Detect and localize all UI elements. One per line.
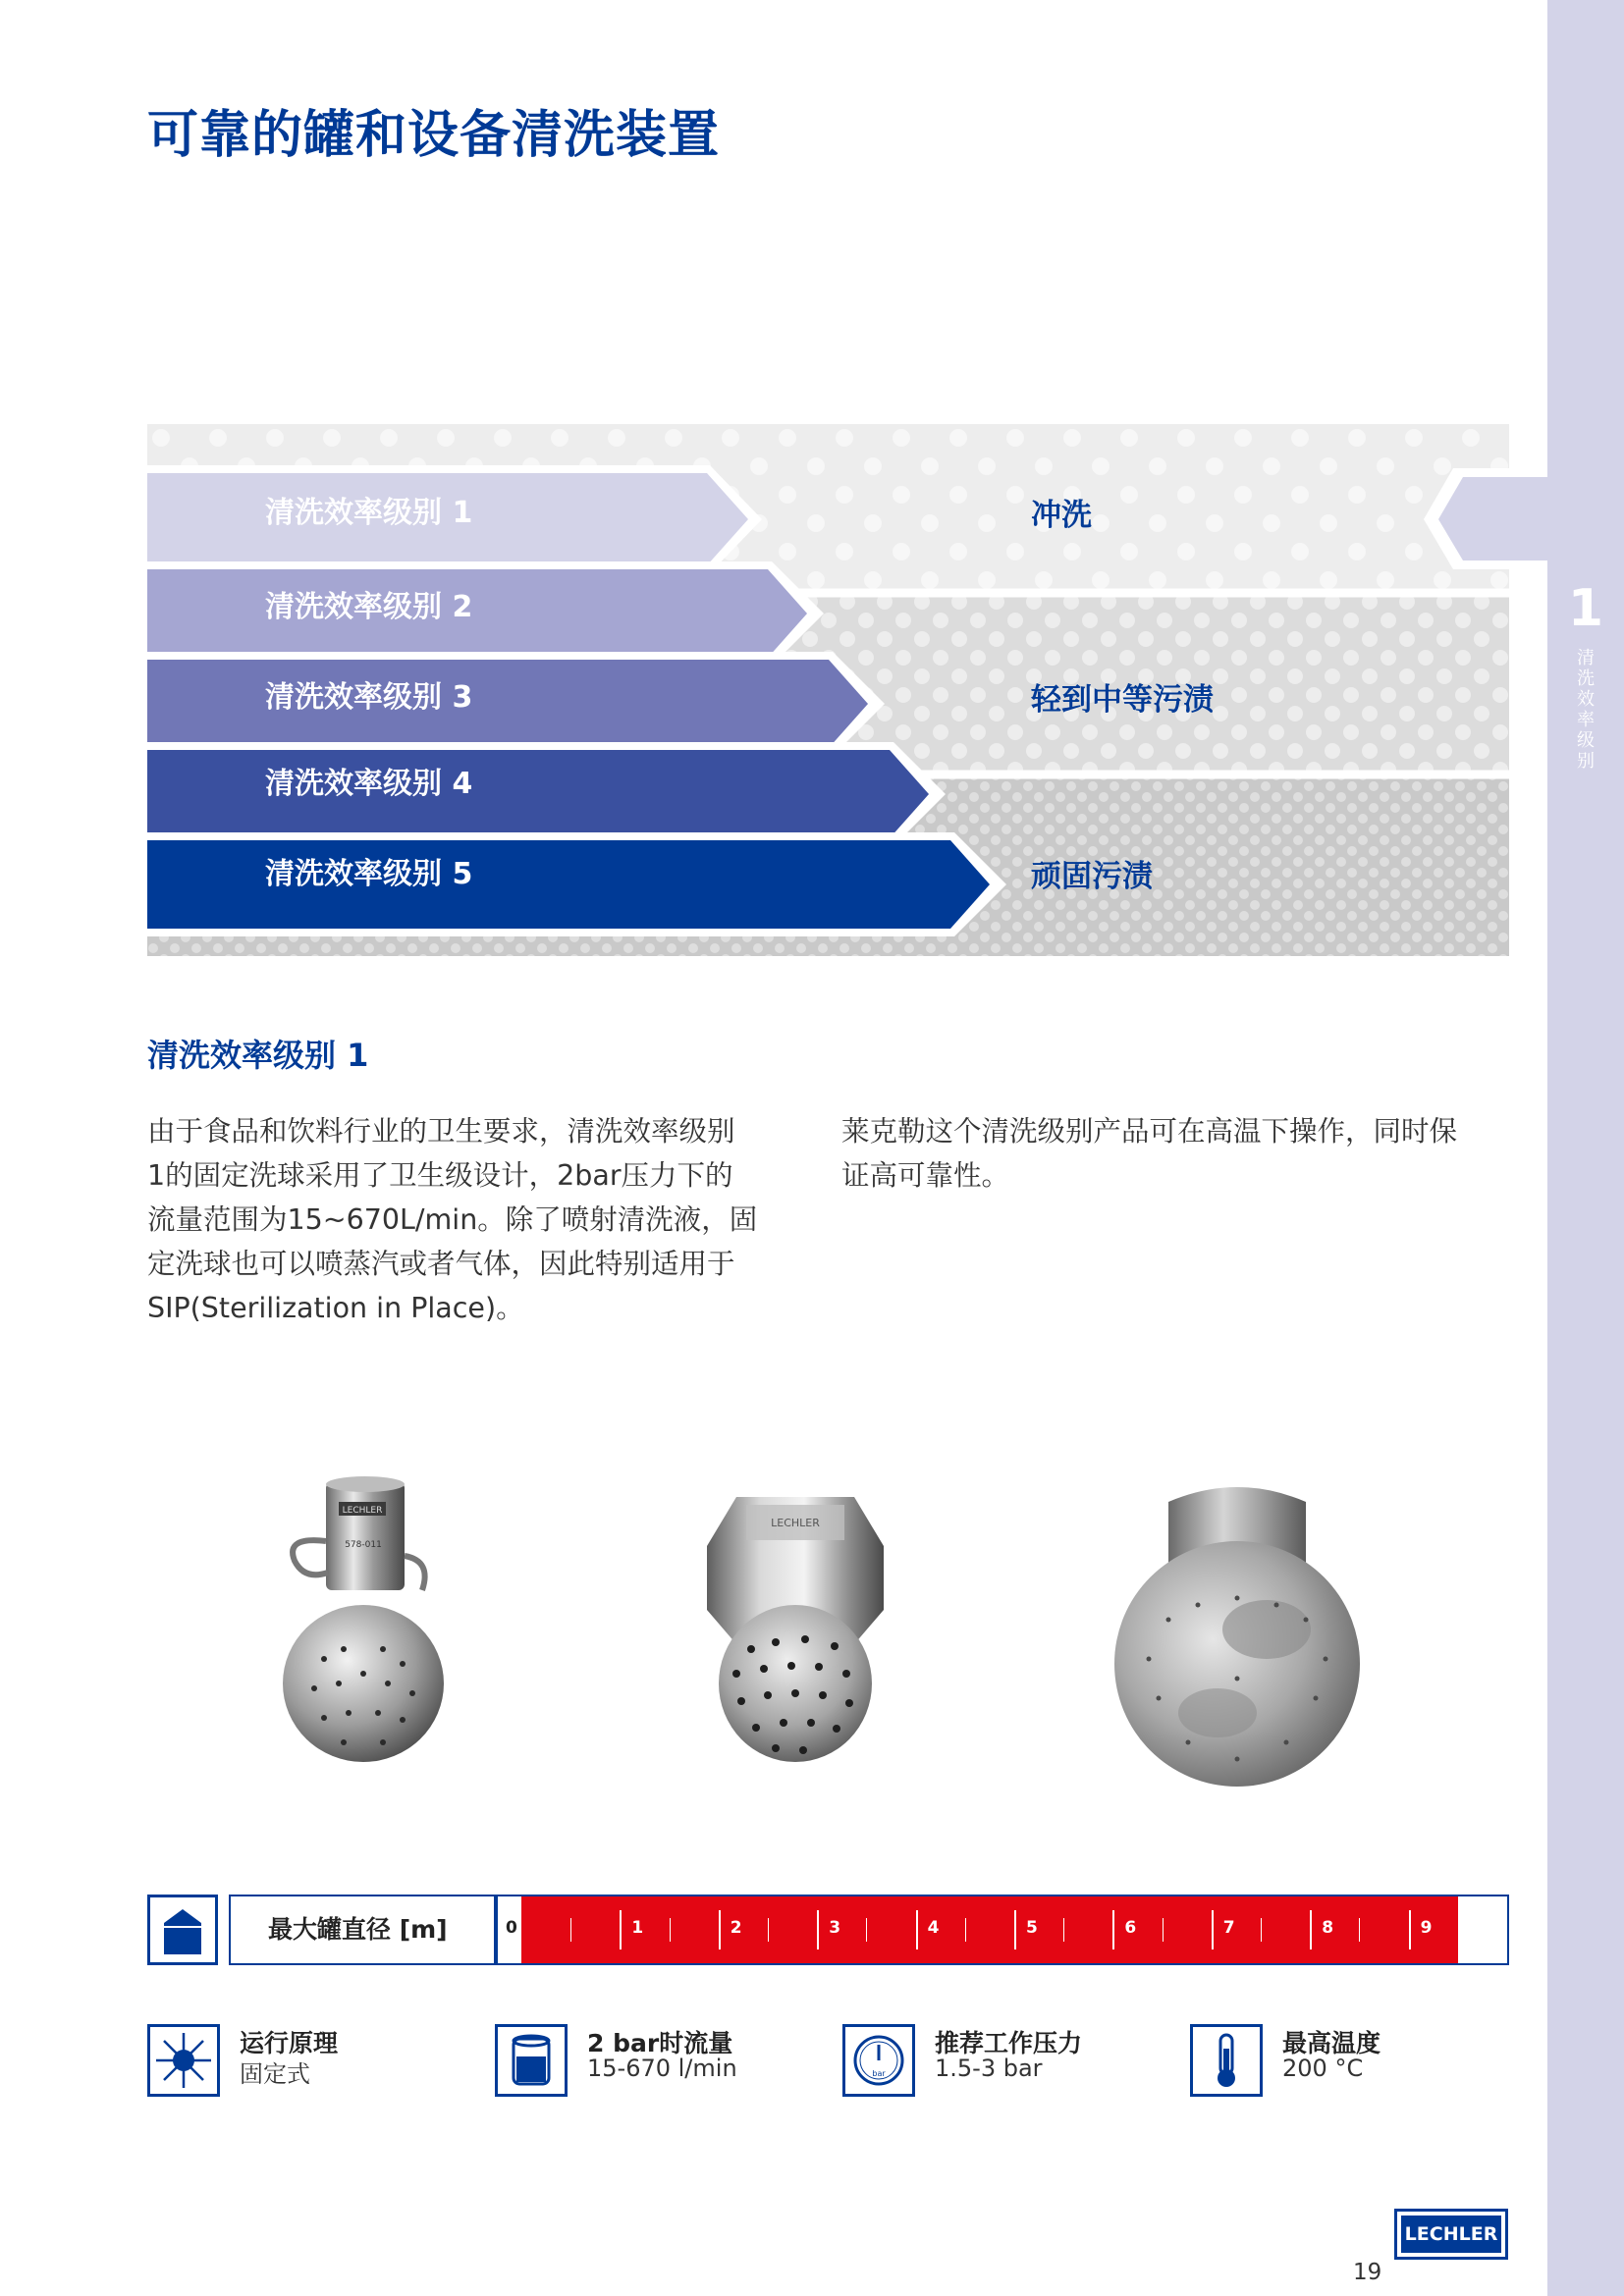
level-2-arrow [147,569,807,658]
scale-tick-line [719,1910,721,1949]
spec-value: 固定式 [240,2060,310,2088]
product-photos [0,1433,1624,1787]
body-line: 由于食品和饮料行业的卫生要求，清洗效率级别 [147,1115,735,1148]
scale-tick-label: 3 [829,1918,841,1938]
band-rinse-label: 冲洗 [1031,498,1092,533]
body-line: 证高可靠性。 [841,1159,1010,1192]
scale-tick-label: 1 [631,1918,644,1938]
hex-threaded-spray-ball-image [697,1477,893,1782]
body-line: 莱克勒这个清洗级别产品可在高温下操作，同时保 [841,1115,1458,1148]
scale-fill [521,1896,1458,1963]
body-line: SIP(Sterilization in Place)。 [147,1292,524,1324]
flow-drum-icon [495,2024,568,2097]
weld-on-spray-ball-image [1110,1472,1365,1787]
chapter-title-vertical [1547,648,1624,772]
scale-tick-line [1212,1910,1214,1949]
scale-tick-line [620,1910,622,1949]
chapter-title-char: 效 [1577,689,1595,710]
band-light-medium-label: 轻到中等污渍 [1031,682,1214,718]
scale-half-tick-line [1063,1918,1064,1942]
scale-tick-line [1409,1910,1411,1949]
scale-tick-line [916,1910,918,1949]
spec-value: 15-670 l/min [587,2055,737,2082]
scale-tick-line [1112,1910,1114,1949]
scale-tick-label: 8 [1322,1918,1334,1938]
level-2-label: 清洗效率级别 2 [265,590,473,624]
chapter-sidebar [1547,0,1624,2296]
body-column-1 [147,1109,815,1330]
level-1-label: 清洗效率级别 1 [265,496,473,530]
spec-value: 200 °C [1282,2055,1364,2082]
scale-tick-label: 0 [506,1918,517,1938]
scale-tick-line [1310,1910,1312,1949]
chapter-title-char: 级 [1577,730,1595,751]
level-5-label: 清洗效率级别 5 [265,857,473,891]
level-4-label: 清洗效率级别 4 [265,767,473,801]
body-column-2 [841,1109,1509,1198]
spec-label: 最高温度 [1282,2029,1381,2057]
section-heading: 清洗效率级别 1 [147,1037,369,1074]
page-title: 可靠的罐和设备清洗装置 [147,106,721,165]
page-number: 19 [1353,2260,1382,2285]
scale-tick-label: 4 [927,1918,940,1938]
scale-tick-line [1014,1910,1016,1949]
scale-tick-label: 7 [1222,1918,1235,1938]
scale-half-tick-line [768,1918,769,1942]
spec-label: 运行原理 [240,2029,339,2057]
gauge-unit-text: bar [872,2069,886,2078]
scale-half-tick-line [570,1918,571,1942]
scale-half-tick-line [866,1918,867,1942]
scale-half-tick-line [1359,1918,1360,1942]
scale-tick-label: 6 [1124,1918,1137,1938]
chapter-title-char: 别 [1577,751,1595,772]
lechler-logo [1394,2209,1508,2260]
body-line: 流量范围为15~670L/min。除了喷射清洗液，固 [147,1203,758,1236]
scale-half-tick-line [670,1918,671,1942]
scale-tick-line [817,1910,819,1949]
scale-half-tick-line [1163,1918,1164,1942]
spec-label: 2 bar时流量 [587,2029,733,2057]
body-line: 1的固定洗球采用了卫生级设计，2bar压力下的 [147,1159,733,1192]
scale-tick-label: 9 [1420,1918,1433,1938]
scale-half-tick-line [1261,1918,1262,1942]
scale-label: 最大罐直径 [m] [229,1895,496,1965]
band-stubborn-label: 顽固污渍 [1031,859,1153,894]
thermometer-icon [1190,2024,1263,2097]
spec-value: 1.5-3 bar [935,2055,1043,2082]
chapter-title-char: 清 [1577,648,1595,668]
scale-tick-label: 5 [1026,1918,1038,1938]
scale-half-tick-line [965,1918,966,1942]
logo-text: LECHLER [1401,2216,1501,2253]
spray-burst-icon [147,2024,220,2097]
clip-on-spray-ball-image [265,1463,461,1787]
tank-diameter-scale [496,1895,1509,1965]
scale-half-tick-line [1458,1918,1459,1942]
chapter-number: 1 [1567,579,1604,638]
cleaning-level-infographic [147,424,1509,956]
pressure-gauge-icon [842,2024,915,2097]
chapter-title-char: 洗 [1577,668,1595,689]
product-stamp-text: LECHLER [342,1506,383,1516]
level-3-label: 清洗效率级别 3 [265,680,473,715]
product-stamp-text: 578-011 [345,1540,382,1550]
scale-tick-label: 2 [730,1918,742,1938]
product-stamp-text: LECHLER [771,1517,820,1529]
chapter-title-char: 率 [1577,710,1595,730]
level-3-arrow [147,660,868,748]
spec-label: 推荐工作压力 [935,2029,1083,2057]
body-line: 定洗球也可以喷蒸汽或者气体，因此特别适用于 [147,1248,735,1280]
tank-icon [147,1895,218,1965]
